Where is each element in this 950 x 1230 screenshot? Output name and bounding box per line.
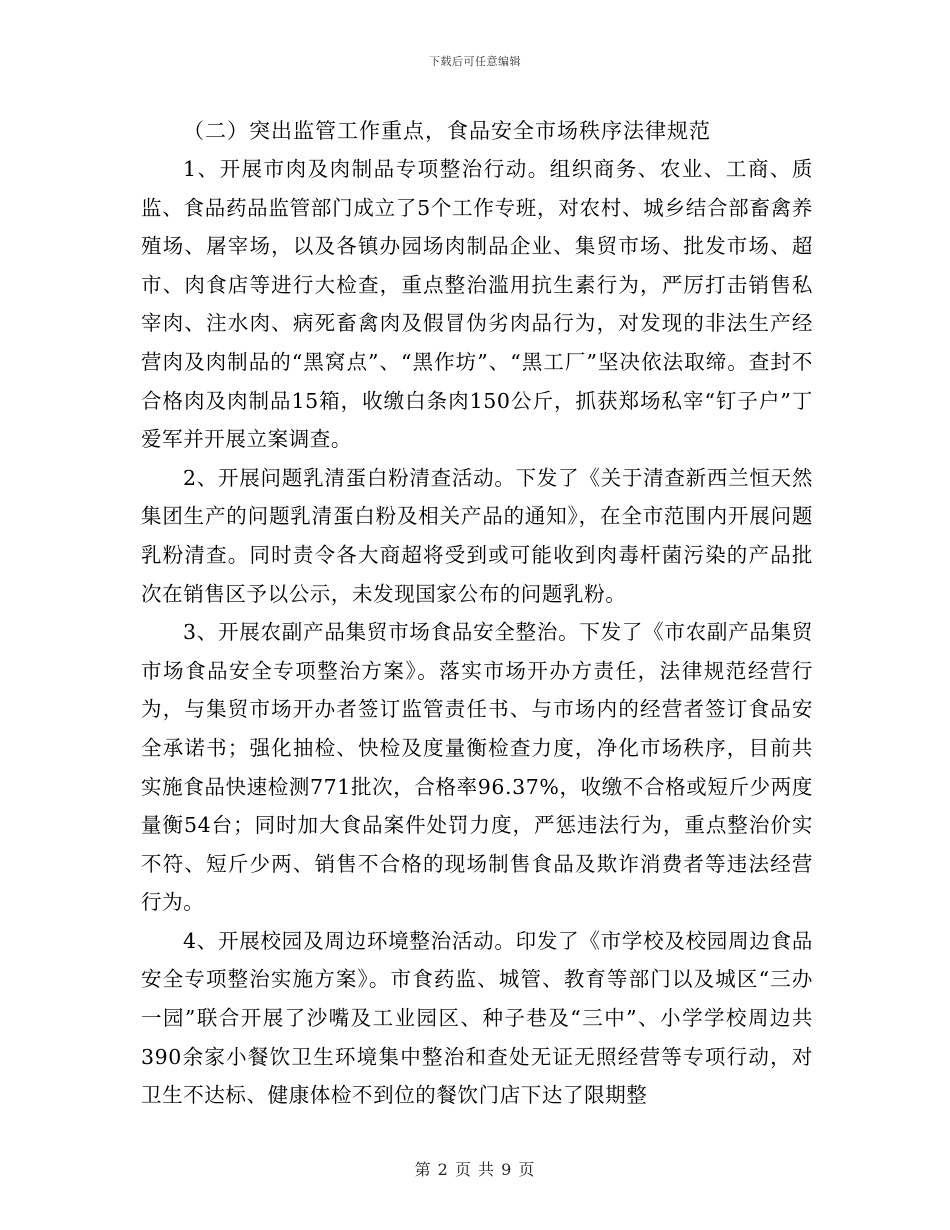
paragraph-4: 4、开展校园及周边环境整治活动。印发了《市学校及校园周边食品安全专项整治实施方案》。市食药监、城管、教育等部门以及城区“三办一园”联合开展了沙嘴及工业园区、种子巷及“三中”、小学学校周边共390余家小餐饮卫生环境集中整治和查处无证无照经营等专项行动，对卫生不达标、健康体检不到位的餐饮门店下达了限期整 — [141, 928, 813, 1108]
paragraph-2: 2、开展问题乳清蛋白粉清查活动。下发了《关于清查新西兰恒天然集团生产的问题乳清蛋白粉及相关产品的通知》，在全市范围内开展问题乳粉清查。同时责令各大商超将受到或可能收到肉毒杆菌污染的产品批次在销售区予以公示，未发现国家公布的问题乳粉。 — [141, 465, 813, 606]
page-number-label: 第 2 页 共 9 页 — [414, 1160, 536, 1179]
section-title: （二）突出监管工作重点，食品安全市场秩序法律规范 — [183, 119, 711, 143]
page-header: 下载后可任意编辑 — [429, 55, 521, 68]
paragraph-1: 1、开展市肉及肉制品专项整治行动。组织商务、农业、工商、质监、食品药品监管部门成立了5个工作专班，对农村、城乡结合部畜禽养殖场、屠宰场，以及各镇办园场肉制品企业、集贸市场、批发市场、超市、肉食店等进行大检查，重点整治滥用抗生素行为，严厉打击销售私宰肉、注水肉、病死畜禽肉及假冒伪劣肉品行为，对发现的非法生产经营肉及肉制品的“黑窝点”、“黑作坊”、“黑工厂”坚决依法取缔。查封不合格肉及肉制品15箱，收缴白条肉150公斤，抓获郑场私宰“钉子户”丁爱军并开展立案调查。 — [141, 157, 813, 452]
paragraph-3: 3、开展农副产品集贸市场食品安全整治。下发了《市农副产品集贸市场食品安全专项整治方案》。落实市场开办方责任，法律规范经营行为，与集贸市场开办者签订监管责任书、与市场内的经营者签订食品安全承诺书；强化抽检、快检及度量衡检查力度，净化市场秩序，目前共实施食品快速检测771批次，合格率96.37%，收缴不合格或短斤少两度量衡54台；同时加大食品案件处罚力度，严惩违法行为，重点整治价实不符、短斤少两、销售不合格的现场制售食品及欺诈消费者等违法经营行为。 — [141, 620, 813, 915]
document-body — [141, 112, 813, 1115]
page-footer — [0, 1157, 950, 1180]
